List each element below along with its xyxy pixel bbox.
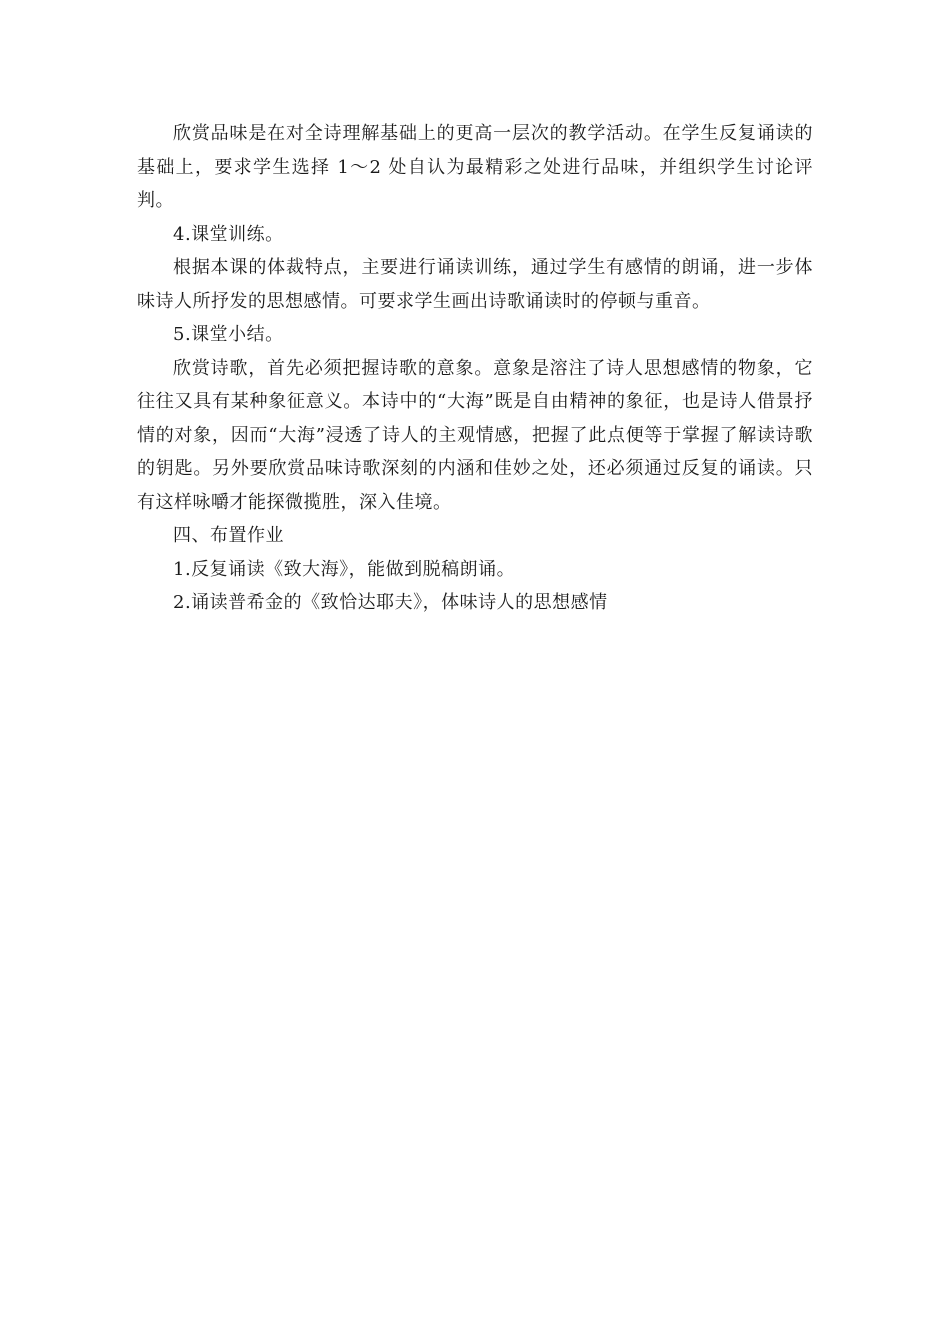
heading-classroom-training: 4.课堂训练。 [173,223,284,245]
paragraph-appreciation: 欣赏品味是在对全诗理解基础上的更高一层次的教学活动。在学生反复诵读的基础上，要求学生选择 1～2 处自认为最精彩之处进行品味，并组织学生讨论评判。 [137,123,813,211]
document-body [137,117,813,620]
heading-homework: 四、布置作业 [173,525,284,546]
paragraph-training: 根据本课的体裁特点，主要进行诵读训练，通过学生有感情的朗诵，进一步体味诗人所抒发的思想感情。可要求学生画出诗歌诵读时的停顿与重音。 [137,257,813,312]
heading-classroom-summary: 5.课堂小结。 [173,324,284,345]
homework-item-1: 1.反复诵读《致大海》，能做到脱稿朗诵。 [173,558,516,580]
homework-item-2: 2.诵读普希金的《致恰达耶夫》，体味诗人的思想感情 [173,592,608,613]
paragraph-summary: 欣赏诗歌，首先必须把握诗歌的意象。意象是溶注了诗人思想感情的物象，它往往又具有某种象征意义。本诗中的“大海”既是自由精神的象征，也是诗人借景抒情的对象，因而“大海”浸透了诗人的主观情感，把握了此点便等于掌握了解读诗歌的钥匙。另外要欣赏品味诗歌深刻的内涵和佳妙之处，还必须通过反复的诵读。只有这样咏嚼才能探微揽胜，深入佳境。 [137,357,813,513]
